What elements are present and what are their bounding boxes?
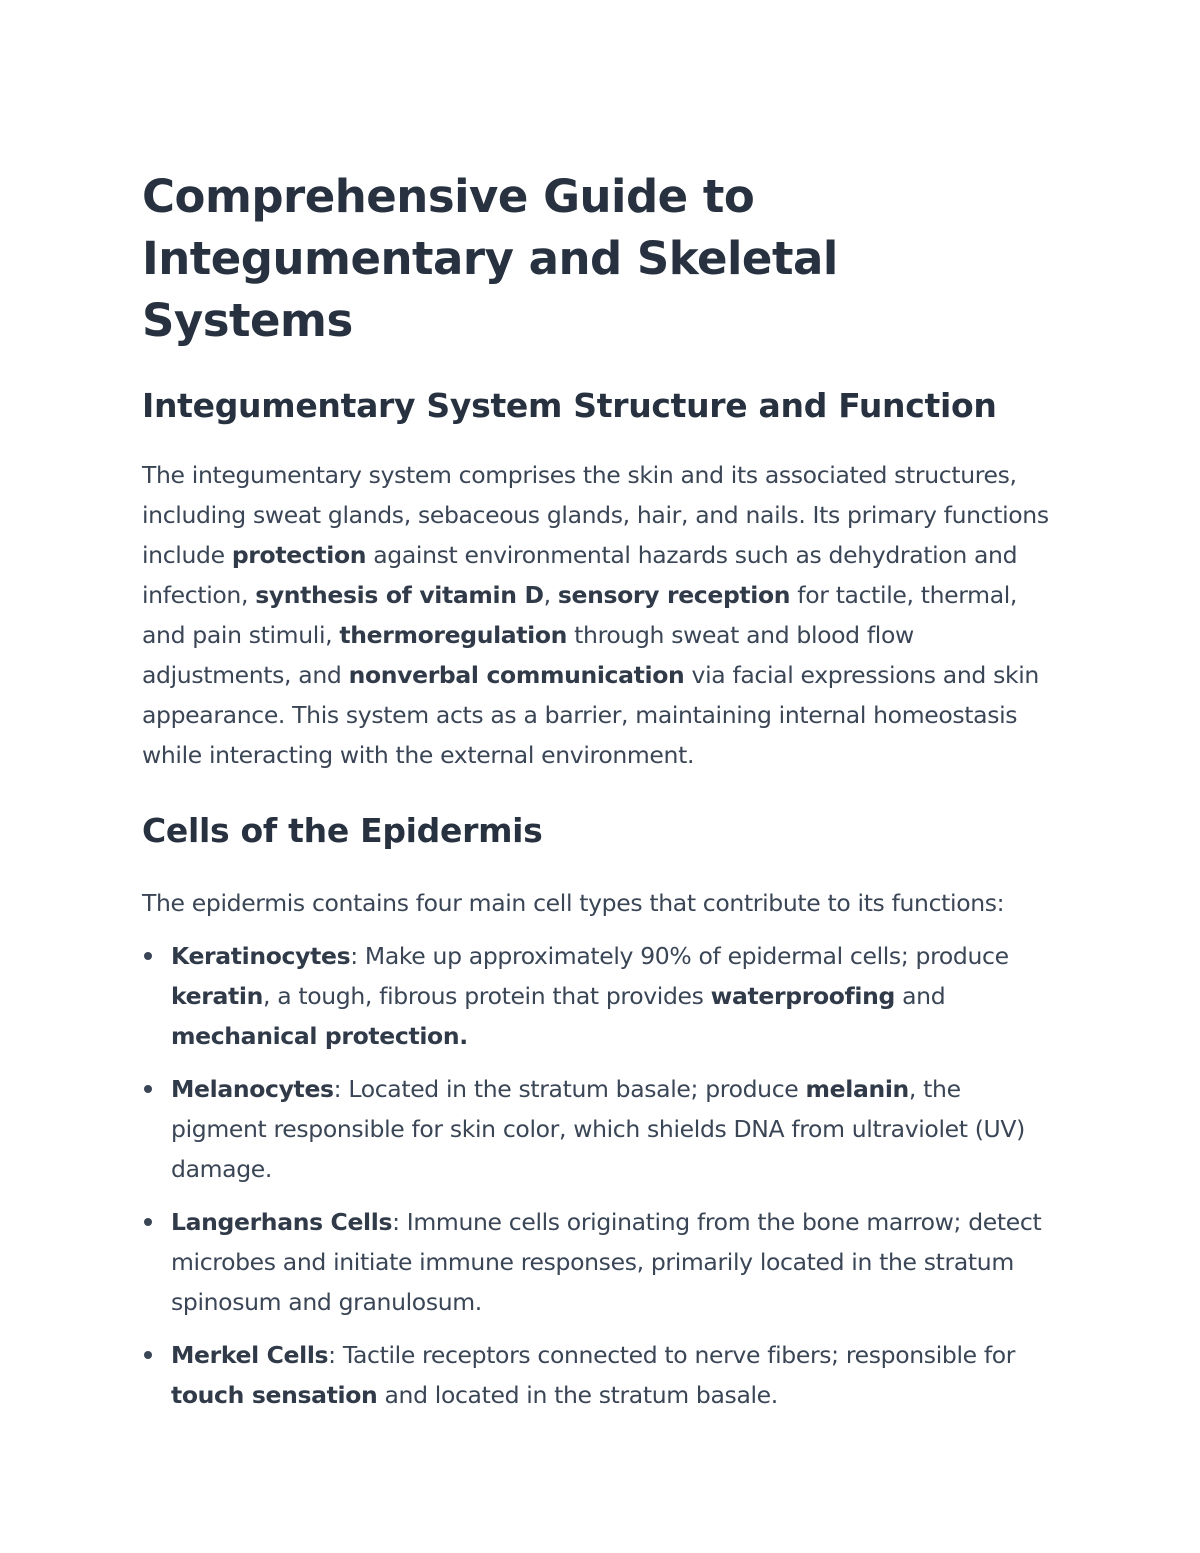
title-line-2: Integumentary and Skeletal Systems	[142, 232, 838, 347]
term-vitamin-d: synthesis of vitamin D	[255, 581, 544, 609]
bullet-icon	[144, 1085, 152, 1093]
epidermis-cell-list	[142, 936, 1062, 1415]
list-item: Melanocytes: Located in the stratum basale; produce melanin, the pigment responsible for skin color, which shields DNA from ultraviolet (UV) damage.	[142, 1069, 1062, 1189]
list-item: Merkel Cells: Tactile receptors connected to nerve fibers; responsible for touch sensation and located in the stratum basale.	[142, 1335, 1062, 1415]
section-heading-integumentary: Integumentary System Structure and Function	[142, 386, 997, 425]
list-item: Langerhans Cells: Immune cells originating from the bone marrow; detect microbes and initiate immune responses, primarily located in the stratum spinosum and granulosum.	[142, 1202, 1062, 1322]
term-protection: protection	[231, 541, 367, 569]
page-title	[142, 166, 1062, 352]
title-line-1: Comprehensive Guide to	[142, 170, 755, 223]
bullet-icon	[144, 1351, 152, 1359]
term-sensory-reception: sensory reception	[557, 581, 791, 609]
term-nonverbal-communication: nonverbal communication	[348, 661, 685, 689]
bullet-icon	[144, 952, 152, 960]
epidermis-intro: The epidermis contains four main cell types that contribute to its functions:	[142, 889, 1005, 917]
document-page	[142, 166, 1062, 1428]
section-heading-epidermis: Cells of the Epidermis	[142, 811, 543, 850]
term-thermoregulation: thermoregulation	[339, 621, 568, 649]
list-item: Keratinocytes: Make up approximately 90% of epidermal cells; produce keratin, a tough, fibrous protein that provides waterproofing and mechanical protection.	[142, 936, 1062, 1056]
integumentary-paragraph: The integumentary system comprises the skin and its associated structures, including sweat glands, sebaceous glands, hair, and nails. Its primary functions include protection against environmental hazards such as dehydration and infection, synthesis of vitamin D, sensory reception for tactile, thermal, and pain stimuli, thermoregulation through sweat and blood flow adjustments, and nonverbal communication via facial expressions and skin appearance. This system acts as a barrier, maintaining internal homeostasis while interacting with the external environment.	[142, 461, 1049, 769]
bullet-icon	[144, 1218, 152, 1226]
